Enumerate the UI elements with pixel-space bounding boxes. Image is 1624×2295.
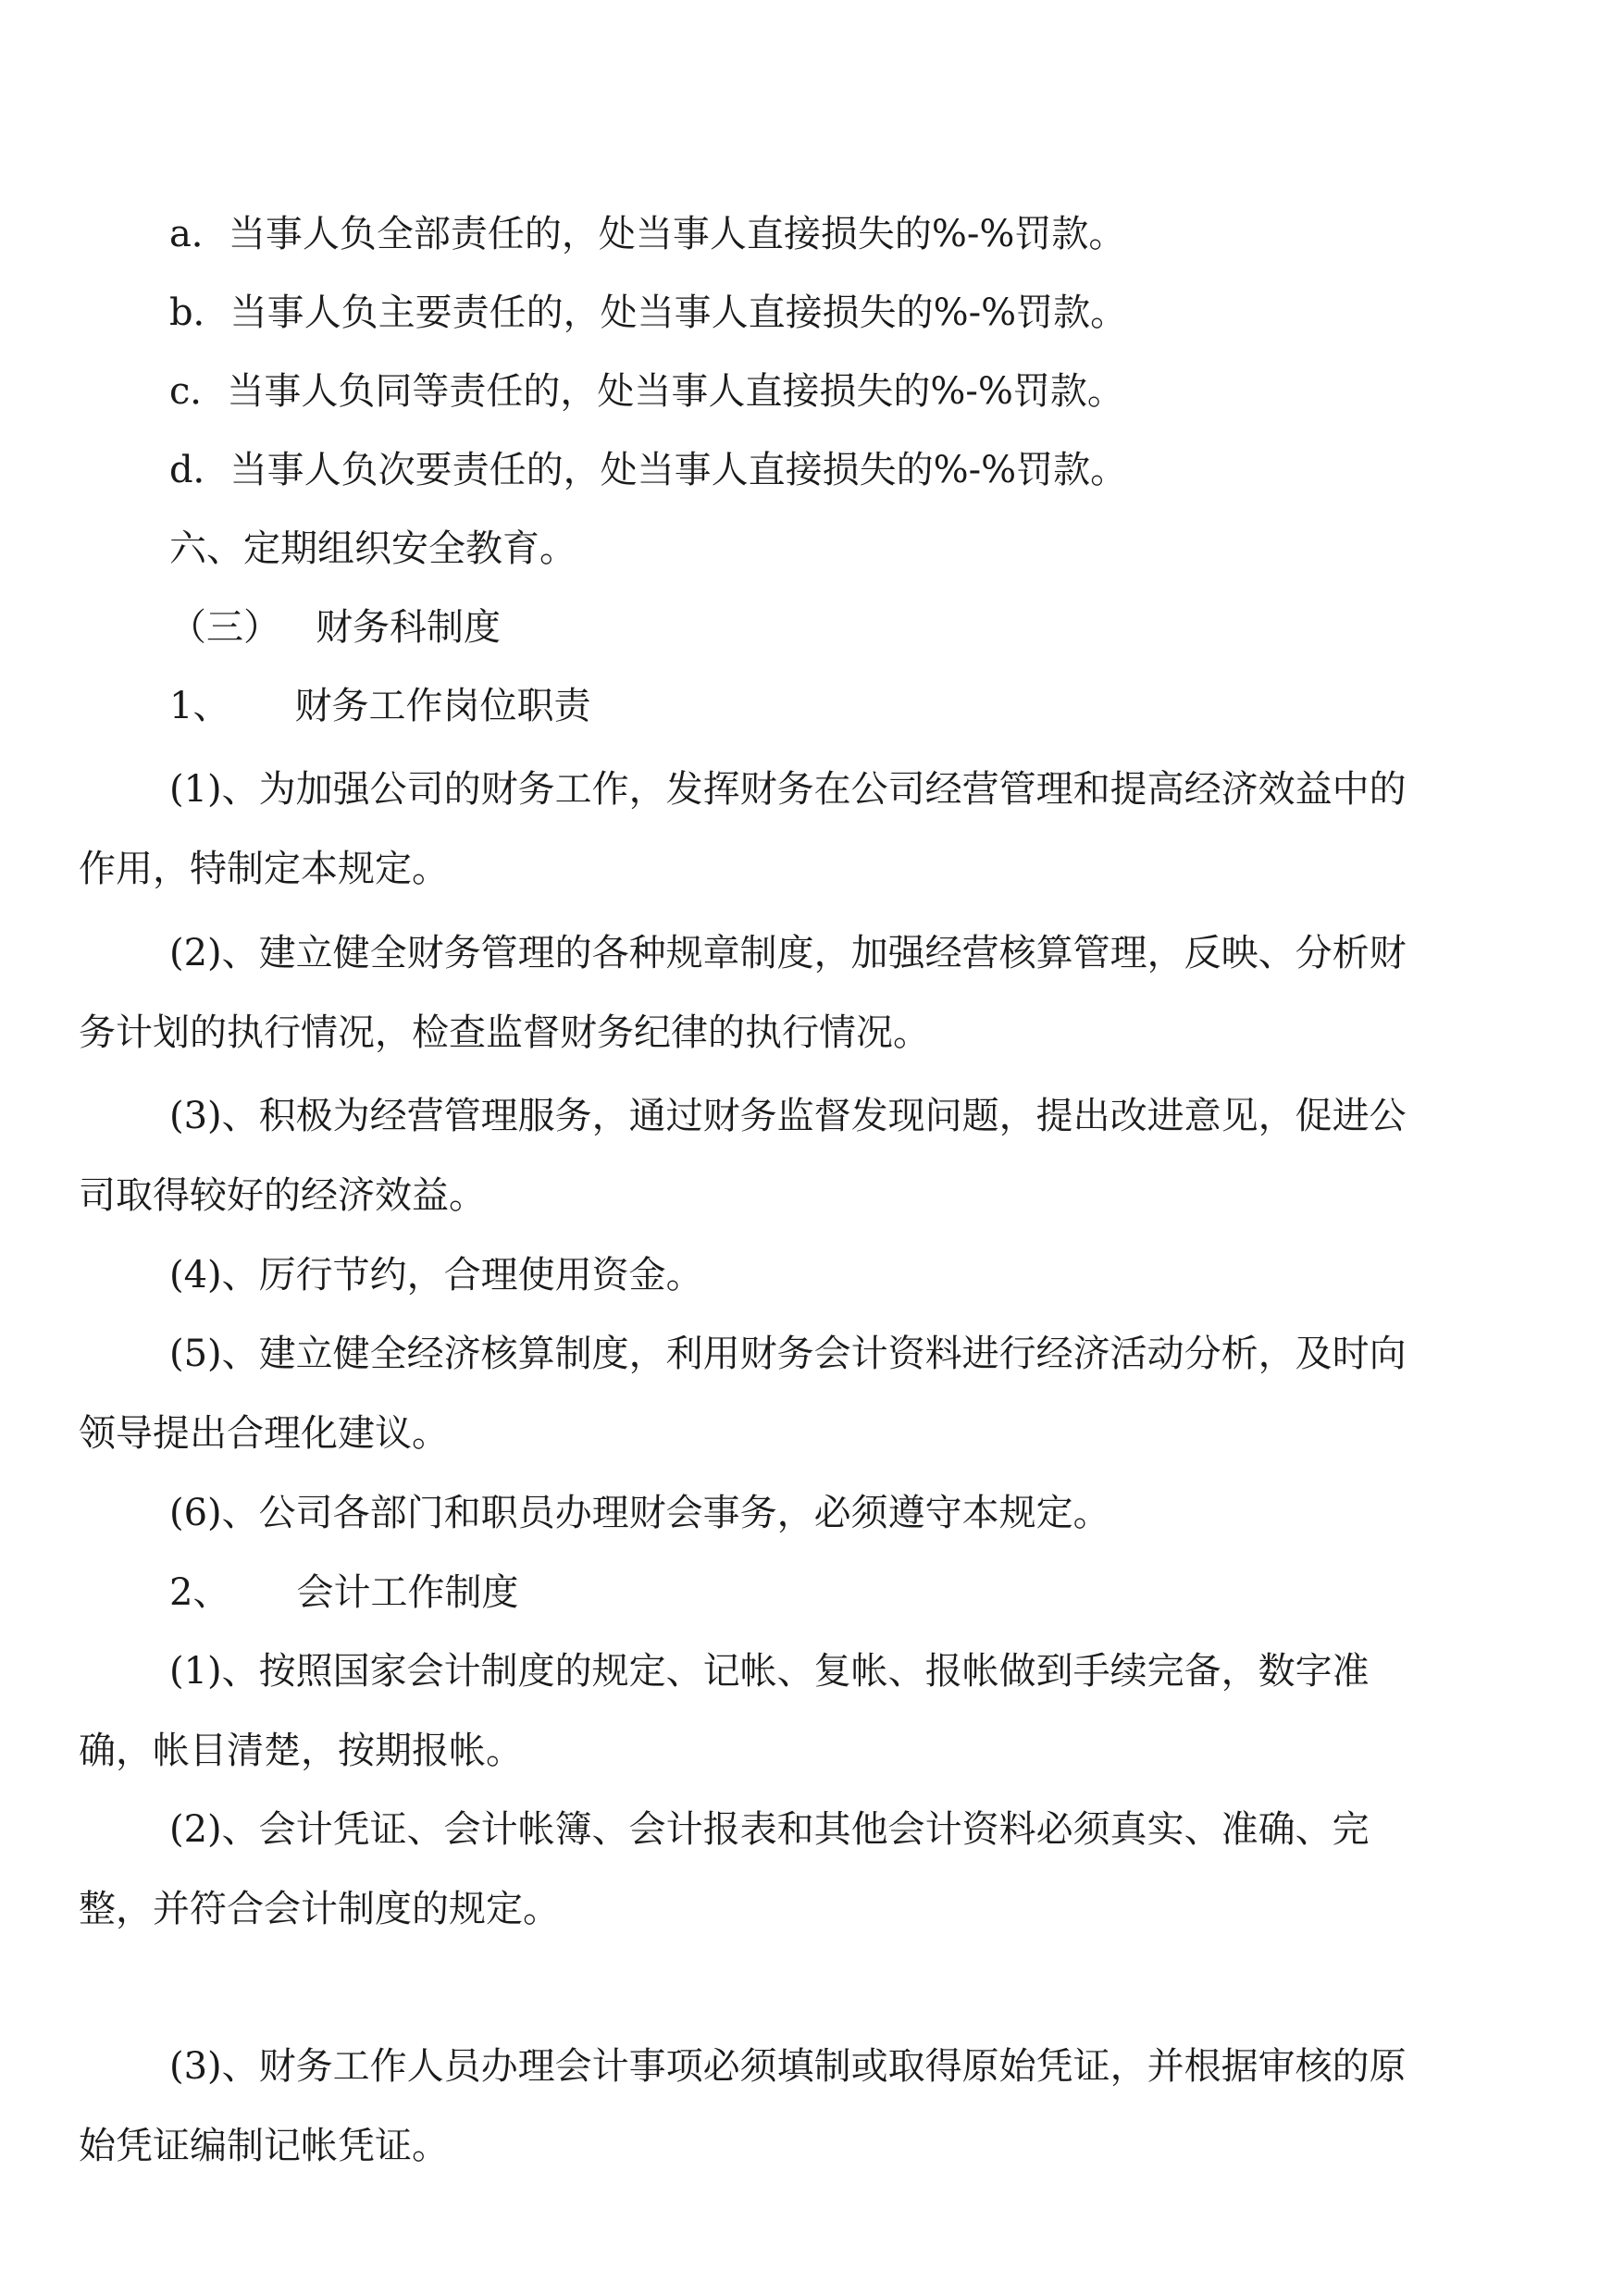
paragraph-line: 始凭证编制记帐凭证。 bbox=[79, 2125, 449, 2167]
paragraph-line: (2)、建立健全财务管理的各种规章制度，加强经营核算管理，反映、分析财 bbox=[169, 932, 1407, 974]
section-title: 财务科制度 bbox=[316, 606, 501, 649]
paragraph-line: (6)、公司各部门和职员办理财会事务，必须遵守本规定。 bbox=[169, 1492, 1110, 1534]
subheading-title: 会计工作制度 bbox=[296, 1571, 519, 1614]
paragraph-line: 确，帐目清楚，按期报帐。 bbox=[79, 1730, 523, 1772]
paragraph-line: (3)、财务工作人员办理会计事项必须填制或取得原始凭证，并根据审核的原 bbox=[169, 2045, 1407, 2088]
penalty-item-c: c．当事人负同等责任的，处当事人直接损失的%-%罚款。 bbox=[169, 370, 1124, 413]
paragraph-line: (4)、厉行节约，合理使用资金。 bbox=[169, 1254, 703, 1296]
penalty-item-a: a．当事人负全部责任的，处当事人直接损失的%-%罚款。 bbox=[169, 213, 1126, 255]
subheading-accounting bbox=[169, 1570, 518, 1615]
subheading-number: 1、 bbox=[169, 685, 230, 727]
paragraph-line: 司取得较好的经济效益。 bbox=[79, 1174, 486, 1217]
section-heading-finance bbox=[169, 605, 501, 650]
paragraph-line: 作用，特制定本规定。 bbox=[79, 848, 449, 890]
paragraph-line: (3)、积极为经营管理服务，通过财务监督发现问题，提出改进意见，促进公 bbox=[169, 1095, 1407, 1137]
paragraph-line: 领导提出合理化建议。 bbox=[79, 1412, 449, 1455]
paragraph-line: (1)、为加强公司的财务工作，发挥财务在公司经营管理和提高经济效益中的 bbox=[169, 768, 1407, 811]
penalty-item-d: d．当事人负次要责任的，处当事人直接损失的%-%罚款。 bbox=[169, 449, 1128, 491]
subheading-duties bbox=[169, 684, 590, 728]
section-number: （三） bbox=[169, 606, 280, 649]
subheading-number: 2、 bbox=[169, 1571, 230, 1614]
paragraph-line: 务计划的执行情况，检查监督财务纪律的执行情况。 bbox=[79, 1011, 930, 1054]
paragraph-line: (2)、会计凭证、会计帐簿、会计报表和其他会计资料必须真实、准确、完 bbox=[169, 1808, 1370, 1851]
paragraph-line: (5)、建立健全经济核算制度，利用财务会计资料进行经济活动分析，及时向 bbox=[169, 1333, 1407, 1375]
paragraph-line: (1)、按照国家会计制度的规定、记帐、复帐、报帐做到手续完备，数字准 bbox=[169, 1650, 1370, 1693]
safety-education-item: 六、定期组织安全教育。 bbox=[169, 527, 576, 570]
paragraph-line: 整，并符合会计制度的规定。 bbox=[79, 1888, 560, 1930]
subheading-title: 财务工作岗位职责 bbox=[294, 685, 591, 727]
penalty-item-b: b．当事人负主要责任的，处当事人直接损失的%-%罚款。 bbox=[169, 292, 1128, 334]
